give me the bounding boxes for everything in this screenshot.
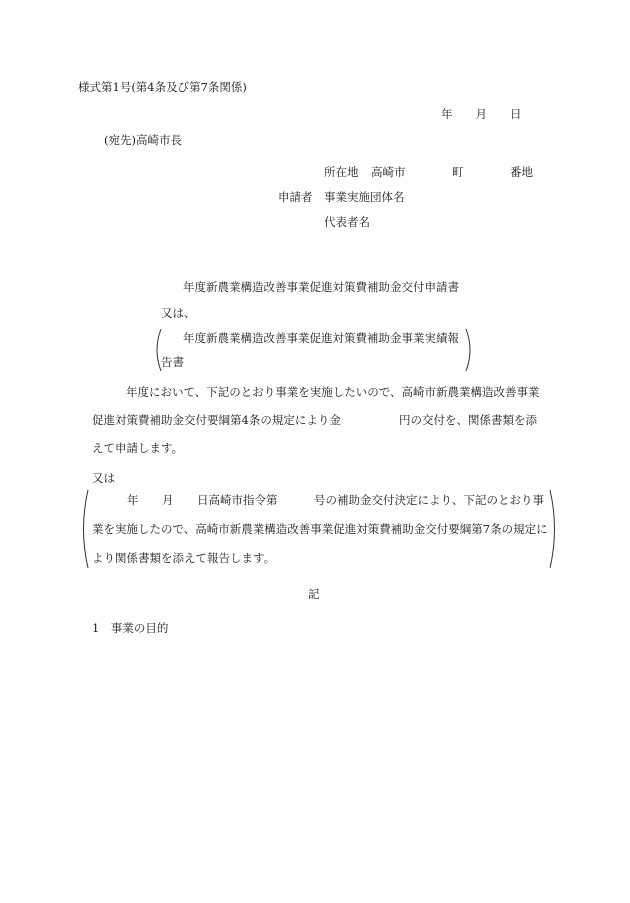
date-line: 年 月 日 [441,107,522,121]
document-title-application: 年度新農業構造改善事業促進対策費補助金交付申請書 [183,280,459,294]
report-body-line2: 業を実施したので、高崎市新農業構造改善事業促進対策費補助金交付要綱第7条の規定に [92,522,548,536]
application-body-line2b: 円の交付を、関係書類を添 [399,413,537,427]
report-body-line1b: 号の補助金交付決定により、下記のとおり事 [314,493,544,507]
section-1-heading: 1 事業の目的 [92,621,169,635]
addressee: (宛先)高崎市長 [104,133,182,147]
address-label: 所在地 [324,165,359,179]
application-body-line3: えて申請します。 [92,441,184,455]
report-body-month: 月 [162,493,174,507]
report-body-line3: より関係書類を添えて報告します。 [92,551,276,565]
report-or: 又は [92,471,115,485]
applicant-label: 申請者 [278,190,313,204]
address-city: 高崎市 [371,165,406,179]
document-title-report-2: 告書 [161,355,184,369]
report-body-line1a: 日高崎市指令第 [197,493,278,507]
representative-label: 代表者名 [324,215,370,229]
report-body-left-paren [78,489,90,569]
form-number: 様式第1号(第4条及び第7条関係) [78,80,247,94]
report-title-right-paren [464,328,476,372]
application-body-line1: 年度において、下記のとおり事業を実施したいので、高崎市新農業構造改善事業 [126,385,540,399]
title-or: 又は、 [161,306,196,320]
address-town: 町 [452,165,464,179]
ki-heading: 記 [308,587,320,601]
org-name-label: 事業実施団体名 [324,190,405,204]
report-body-right-paren [548,489,560,569]
report-body-year: 年 [127,493,139,507]
application-body-line2a: 促進対策費補助金交付要綱第4条の規定により金 [92,413,341,427]
address-lot: 番地 [510,165,533,179]
document-title-report-1: 年度新農業構造改善事業促進対策費補助金事業実績報 [183,331,459,345]
